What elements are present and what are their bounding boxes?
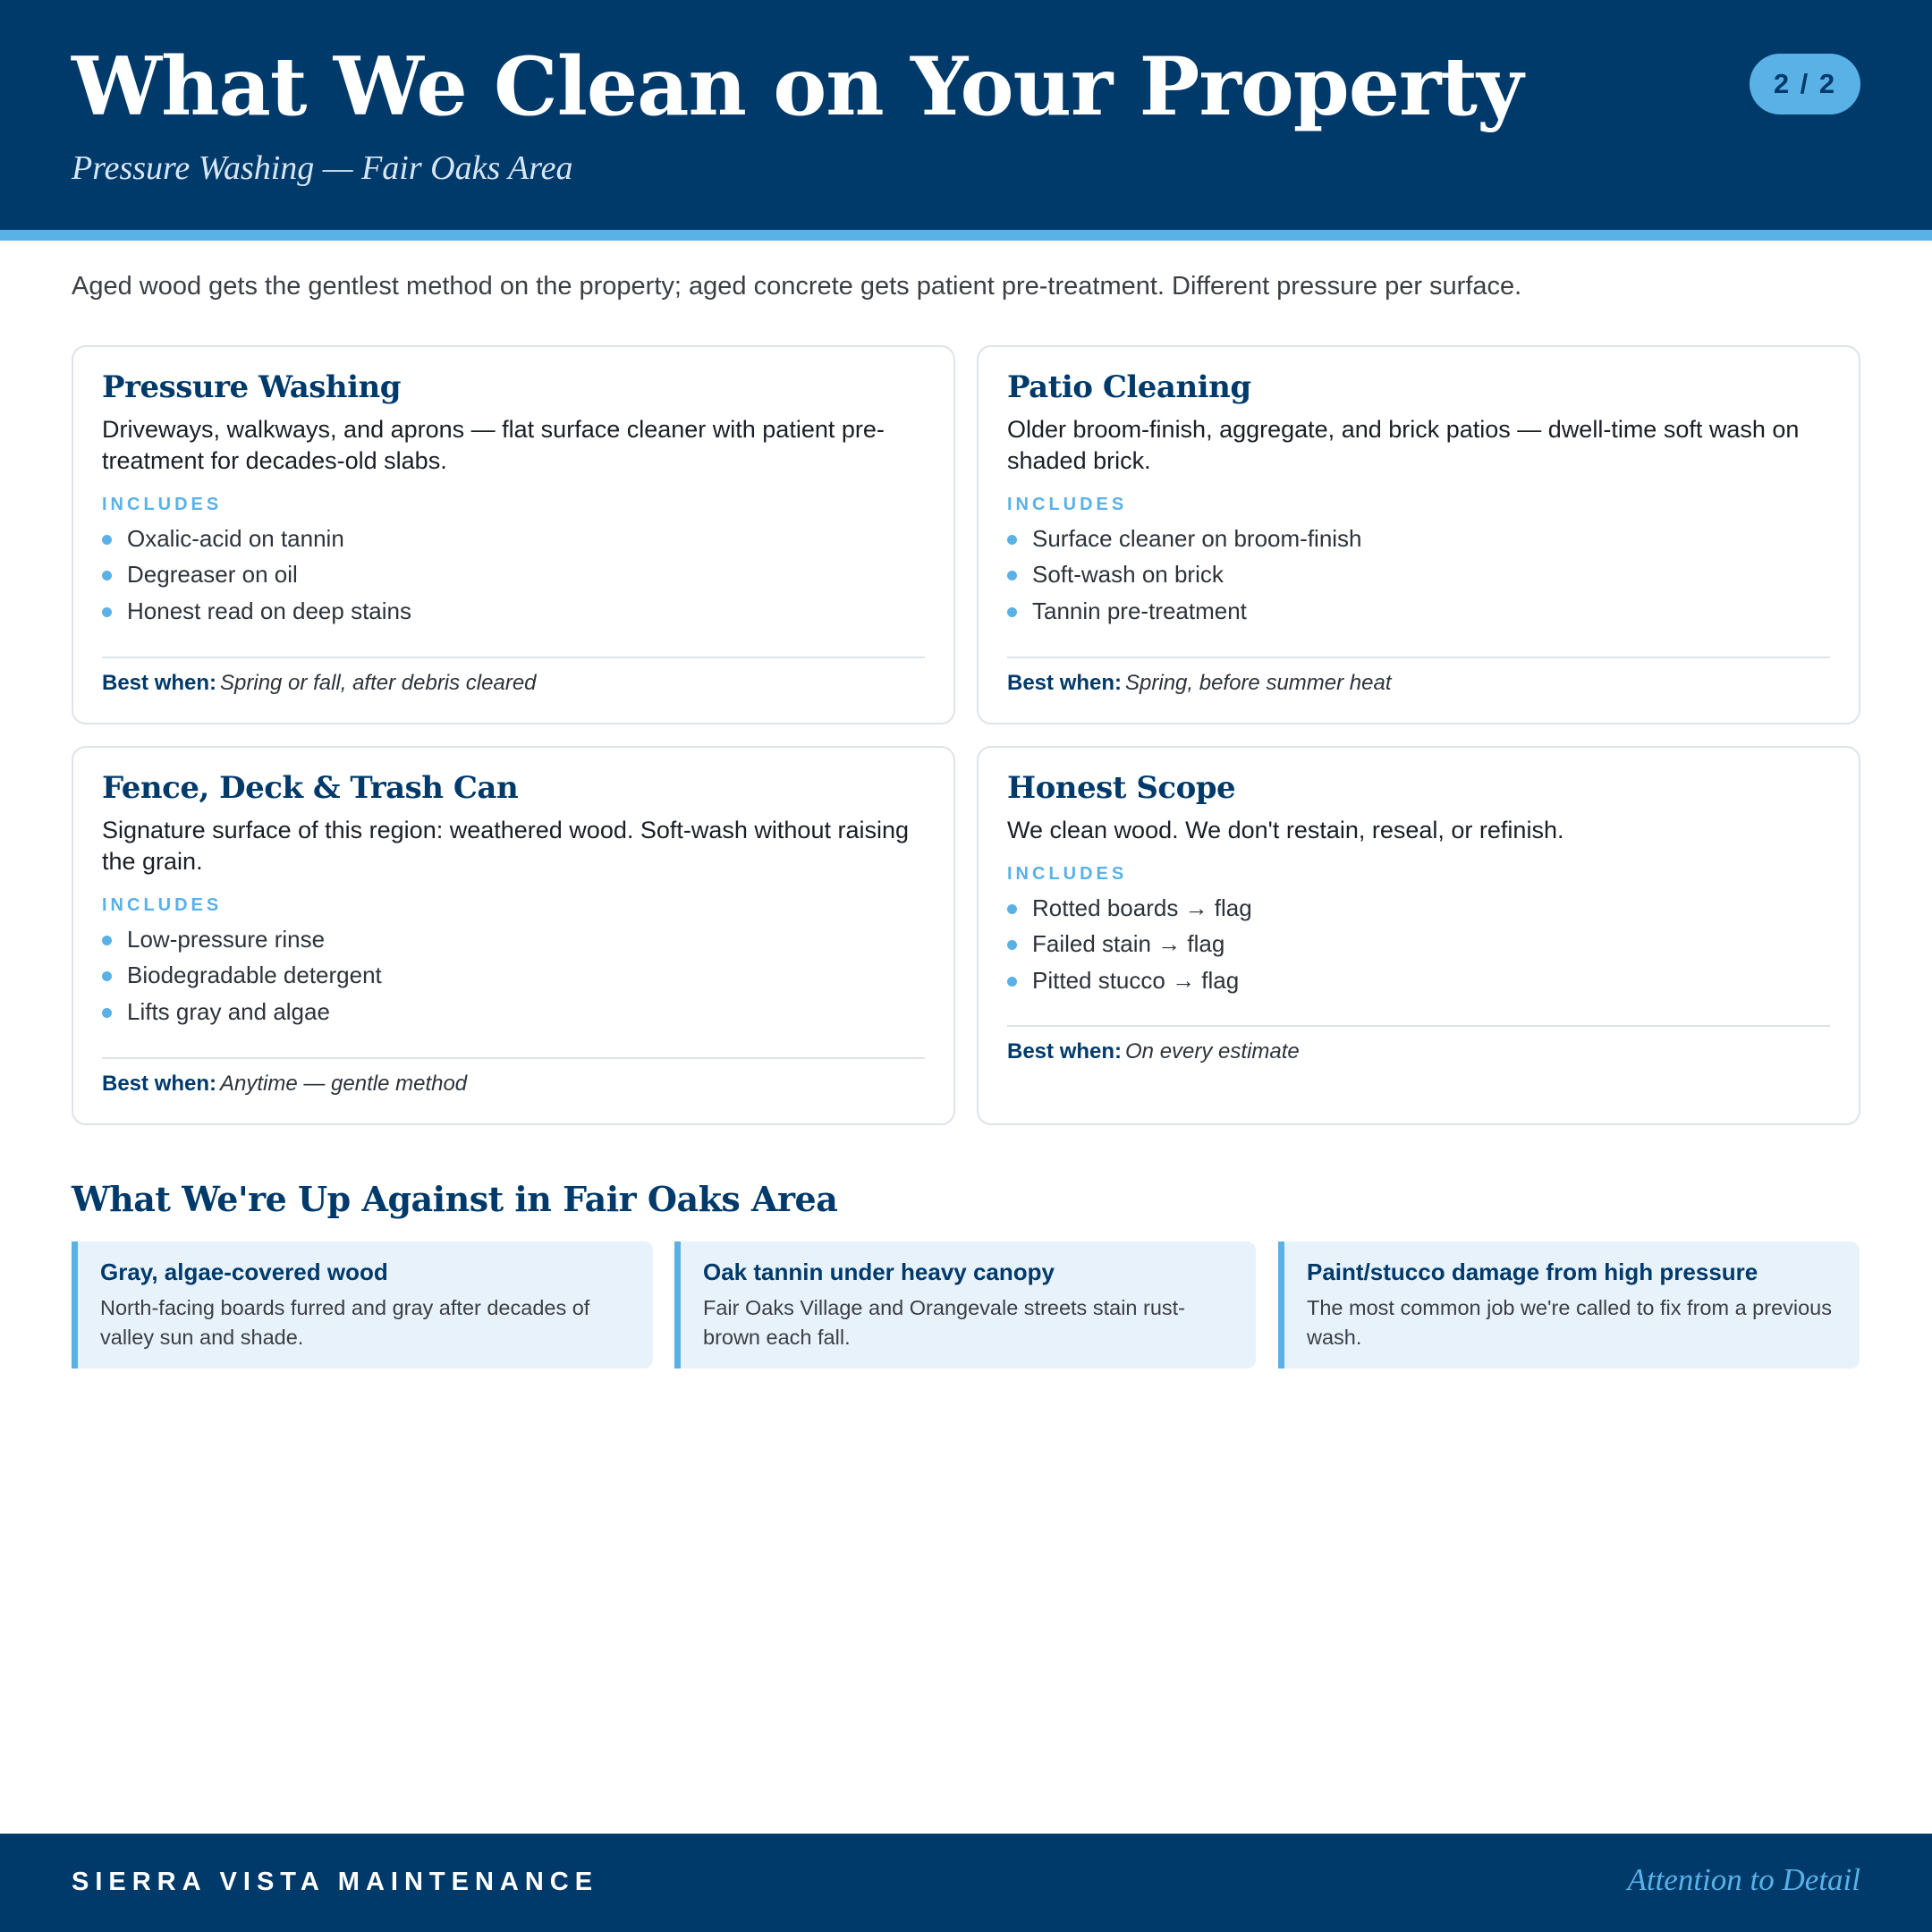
header-accent-stripe xyxy=(0,230,1932,241)
list-item-text: Lifts gray and algae xyxy=(127,997,330,1025)
bullet-icon xyxy=(102,535,112,545)
bullet-icon xyxy=(1007,977,1017,987)
list-item-text: Rotted boards → flag xyxy=(1032,894,1252,921)
bullet-icon xyxy=(102,607,112,617)
best-when-value: Spring or fall, after debris cleared xyxy=(220,671,537,695)
card-description: Older broom-finish, aggregate, and brick patios — dwell-time soft wash on shaded brick. xyxy=(1007,415,1800,474)
challenge-text: Fair Oaks Village and Orangevale streets stain rust-brown each fall. xyxy=(703,1295,1186,1349)
list-item xyxy=(102,556,925,593)
footer-brand: SIERRA VISTA MAINTENANCE xyxy=(72,1868,599,1896)
list-item xyxy=(102,593,925,630)
list-item xyxy=(1007,926,1830,962)
service-card-pressure-washing xyxy=(72,345,955,724)
list-item xyxy=(1007,556,1830,593)
list-item-text: Pitted stucco → flag xyxy=(1032,966,1240,994)
page-footer xyxy=(0,1834,1932,1932)
bullet-icon xyxy=(1007,904,1017,914)
service-card-fence-deck-trash-can xyxy=(72,746,955,1125)
card-description: Signature surface of this region: weathered wood. Soft-wash without raising the grain. xyxy=(102,816,909,875)
list-item-text: Surface cleaner on broom-finish xyxy=(1032,524,1362,552)
bullet-icon xyxy=(102,971,112,981)
challenge-title: Oak tannin under heavy canopy xyxy=(703,1258,1055,1285)
best-when-row xyxy=(102,657,925,696)
challenges-heading: What We're Up Against in Fair Oaks Area xyxy=(72,1179,838,1219)
bullet-icon xyxy=(102,1008,112,1018)
includes-list xyxy=(1007,521,1830,630)
list-item xyxy=(102,957,925,994)
list-item xyxy=(1007,890,1830,927)
best-when-value: On every estimate xyxy=(1125,1039,1300,1063)
best-when-value: Spring, before summer heat xyxy=(1125,671,1392,695)
best-when-label: Best when: xyxy=(102,671,217,695)
bullet-icon xyxy=(102,936,112,945)
includes-label: INCLUDES xyxy=(1007,494,1128,514)
card-description: We clean wood. We don't restain, reseal, or refinish. xyxy=(1007,816,1564,843)
includes-list xyxy=(102,521,925,630)
bullet-icon xyxy=(1007,571,1017,580)
list-item-text: Degreaser on oil xyxy=(127,561,298,588)
footer-tagline: Attention to Detail xyxy=(1627,1862,1860,1897)
bullet-icon xyxy=(1007,940,1017,950)
card-title: Honest Scope xyxy=(1007,770,1236,806)
includes-label: INCLUDES xyxy=(102,894,223,915)
challenge-card-paint-stucco-damage xyxy=(1278,1241,1860,1368)
list-item-text: Honest read on deep stains xyxy=(127,597,411,624)
bullet-icon xyxy=(1007,535,1017,545)
list-item-text: Oxalic-acid on tannin xyxy=(127,524,344,552)
bullet-icon xyxy=(1007,607,1017,617)
challenge-card-oak-tannin xyxy=(674,1241,1256,1368)
includes-list xyxy=(102,921,925,1030)
includes-label: INCLUDES xyxy=(1007,863,1128,884)
list-item-text: Soft-wash on brick xyxy=(1032,561,1224,588)
list-item-text: Biodegradable detergent xyxy=(127,962,382,988)
page-indicator-badge: 2 / 2 xyxy=(1750,54,1860,114)
list-item xyxy=(102,921,925,958)
list-item xyxy=(1007,962,1830,999)
challenge-text: The most common job we're called to fix from a previous wash. xyxy=(1307,1295,1832,1349)
best-when-row xyxy=(1007,657,1830,696)
best-when-row xyxy=(102,1057,925,1097)
list-item-text: Failed stain → flag xyxy=(1032,930,1225,957)
challenge-title: Gray, algae-covered wood xyxy=(100,1258,388,1285)
card-description: Driveways, walkways, and aprons — flat surface cleaner with patient pre-treatment for decades-old slabs. xyxy=(102,415,885,474)
includes-label: INCLUDES xyxy=(102,494,223,514)
best-when-value: Anytime — gentle method xyxy=(220,1072,468,1096)
best-when-row xyxy=(1007,1025,1830,1064)
card-title: Fence, Deck & Trash Can xyxy=(102,770,519,806)
intro-text: Aged wood gets the gentlest method on the property; aged concrete gets patient pre-treatment. Different pressure per surface. xyxy=(72,272,1522,301)
service-card-patio-cleaning xyxy=(977,345,1860,724)
list-item xyxy=(102,521,925,557)
page-header xyxy=(0,0,1932,230)
list-item xyxy=(1007,521,1830,557)
list-item-text: Low-pressure rinse xyxy=(127,925,326,953)
best-when-label: Best when: xyxy=(102,1072,217,1096)
list-item-text: Tannin pre-treatment xyxy=(1032,597,1247,624)
list-item xyxy=(102,994,925,1030)
challenge-card-gray-wood xyxy=(72,1241,653,1368)
service-card-honest-scope xyxy=(977,746,1860,1125)
challenge-text: North-facing boards furred and gray after decades of valley sun and shade. xyxy=(100,1295,590,1349)
challenge-title: Paint/stucco damage from high pressure xyxy=(1307,1258,1758,1285)
includes-list xyxy=(1007,890,1830,999)
card-title: Patio Cleaning xyxy=(1007,369,1251,405)
list-item xyxy=(1007,593,1830,630)
card-title: Pressure Washing xyxy=(102,369,402,405)
bullet-icon xyxy=(102,571,112,580)
page-subtitle: Pressure Washing — Fair Oaks Area xyxy=(72,149,573,187)
best-when-label: Best when: xyxy=(1007,1039,1123,1063)
page-title: What We Clean on Your Property xyxy=(72,39,1523,134)
best-when-label: Best when: xyxy=(1007,671,1123,695)
